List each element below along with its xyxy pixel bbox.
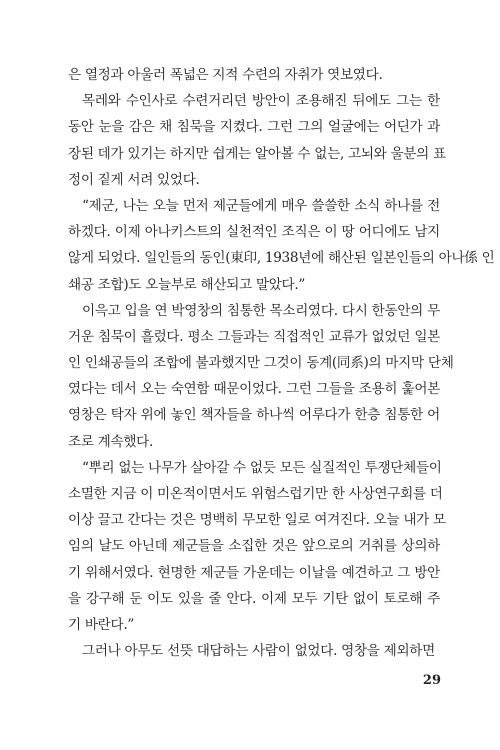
text-line: “뿌리 없는 나무가 살아갈 수 없듯 모든 실질적인 투쟁단체들이	[82, 459, 442, 476]
body-text	[68, 62, 495, 664]
text-line: 영창은 탁자 위에 놓인 책자들을 하나씩 어루다가 한층 침통한 어	[68, 407, 440, 424]
text-line: 정이 짙게 서려 있었다.	[68, 171, 200, 188]
text-line: 였다는 데서 오는 숙연함 때문이었다. 그런 그들을 조용히 훑어본	[68, 381, 440, 398]
text-line: 그러나 아무도 선뜻 대답하는 사람이 없었다. 영창을 제외하면	[82, 643, 435, 660]
text-line: 장된 데가 있기는 하지만 쉽게는 알아볼 수 없는, 고뇌와 울분의 표	[68, 145, 446, 162]
text-line: 임의 날도 아닌데 제군들을 소집한 것은 앞으로의 거취를 상의하	[68, 538, 440, 555]
text-line: 조로 계속했다.	[68, 433, 154, 450]
text-line: 쇄공 조합)도 오늘부로 해산되고 말았다.”	[68, 276, 306, 293]
text-line: 기 위해서였다. 현명한 제군들 가운데는 이날을 예견하고 그 방안	[68, 564, 440, 581]
text-line: 않게 되었다. 일인들의 동인(東印, 1938년에 해산된 일본인들의 아나係 인	[68, 250, 495, 267]
text-line: 기 바란다.”	[68, 616, 135, 633]
page-number: 29	[422, 673, 441, 688]
text-line: 이윽고 입을 연 박영창의 침통한 목소리였다. 다시 한동안의 무	[82, 302, 440, 319]
text-line: 하겠다. 이제 아나키스트의 실천적인 조직은 이 땅 어디에도 남지	[68, 224, 440, 241]
text-line: “제군, 나는 오늘 먼저 제군들에게 매우 쓸쓸한 소식 하나를 전	[82, 197, 440, 214]
text-line: 목레와 수인사로 수련거리던 방안이 조용해진 뒤에도 그는 한	[82, 93, 440, 110]
text-line: 이상 끌고 간다는 것은 명백히 무모한 일로 여겨진다. 오늘 내가 모	[68, 512, 446, 529]
text-line: 거운 침묵이 흘렀다. 평소 그들과는 직접적인 교류가 없었던 일본	[68, 328, 440, 345]
text-line: 소멸한 지금 이 미온적이면서도 위험스럽기만 한 사상연구회를 더	[68, 486, 443, 502]
text-line: 인 인쇄공들의 조합에 불과했지만 그것이 동계(同系)의 마지막 단체	[68, 355, 454, 372]
text-line: 은 열정과 아울러 폭넓은 지적 수련의 자취가 엿보였다.	[68, 67, 383, 83]
text-line: 동안 눈을 감은 채 침묵을 지켰다. 그런 그의 얼굴에는 어딘가 과	[68, 119, 440, 136]
text-line: 을 강구해 둔 이도 있을 줄 안다. 이제 모두 기탄 없이 토로해 주	[68, 590, 440, 607]
